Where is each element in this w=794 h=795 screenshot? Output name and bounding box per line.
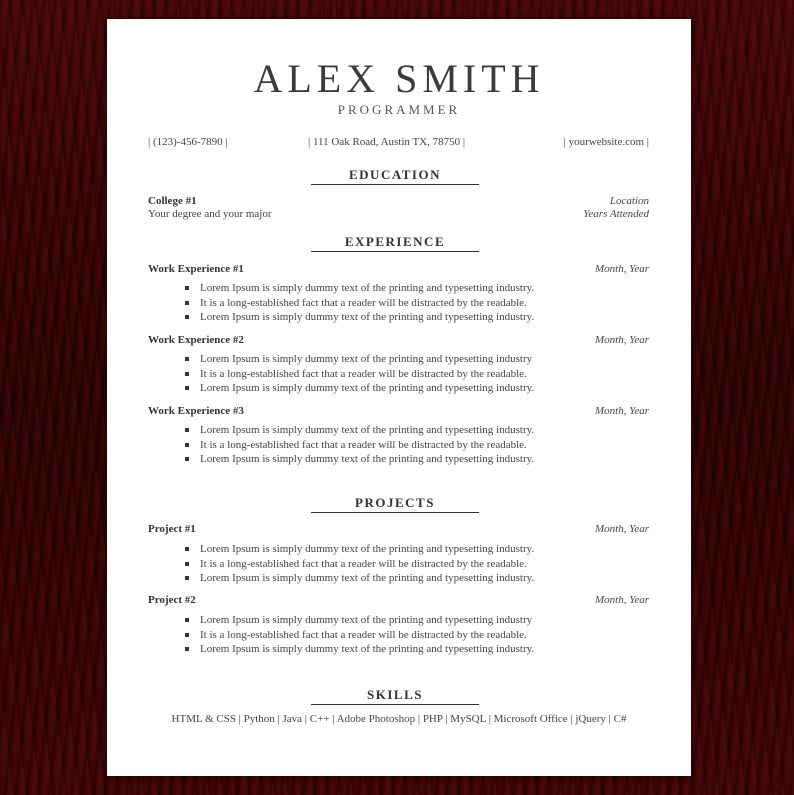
bullet-item: Lorem Ipsum is simply dummy text of the printing and typesetting industry. — [185, 381, 585, 396]
contact-website: | yourwebsite.com | — [563, 136, 649, 148]
years-attended: Years Attended — [583, 208, 649, 220]
experience-name: Work Experience #1 — [148, 263, 244, 275]
bullet-item: It is a long-established fact that a reader will be distracted by the readable. — [185, 628, 585, 643]
bullet-item: Lorem Ipsum is simply dummy text of the printing and typesetting industry. — [185, 281, 585, 296]
candidate-role: PROGRAMMER — [337, 102, 461, 117]
education-degree-row — [148, 207, 649, 221]
project-header — [148, 593, 649, 607]
project-name: Project #1 — [148, 523, 196, 535]
project-name: Project #2 — [148, 594, 196, 606]
experience-bullets — [185, 423, 585, 467]
bullet-item: Lorem Ipsum is simply dummy text of the printing and typesetting industry. — [185, 571, 585, 586]
experience-bullets — [185, 352, 585, 396]
school-name: College #1 — [148, 195, 197, 207]
bullet-item: It is a long-established fact that a reader will be distracted by the readable. — [185, 296, 585, 311]
skills-list: HTML & CSS | Python | Java | C++ | Adobe Photoshop | PHP | MySQL | Microsoft Office | jQuery | C# — [171, 713, 627, 725]
project-date: Month, Year — [595, 523, 649, 535]
resume-page — [107, 19, 691, 776]
experience-header — [148, 404, 649, 418]
contact-phone: | (123)-456-7890 | — [148, 136, 228, 148]
bullet-item: It is a long-established fact that a reader will be distracted by the readable. — [185, 557, 585, 572]
degree: Your degree and your major — [148, 208, 272, 220]
candidate-name: ALEX SMITH — [253, 56, 545, 101]
experience-bullets — [185, 281, 585, 325]
experience-header — [148, 262, 649, 276]
bullet-item: Lorem Ipsum is simply dummy text of the printing and typesetting industry — [185, 352, 585, 367]
experience-date: Month, Year — [595, 405, 649, 417]
project-date: Month, Year — [595, 594, 649, 606]
contact-address: | 111 Oak Road, Austin TX, 78750 | — [308, 136, 466, 148]
bullet-item: Lorem Ipsum is simply dummy text of the printing and typesetting industry. — [185, 310, 585, 325]
education-row — [148, 194, 649, 208]
bullet-item: Lorem Ipsum is simply dummy text of the printing and typesetting industry. — [185, 642, 585, 657]
project-header — [148, 522, 649, 536]
bullet-item: Lorem Ipsum is simply dummy text of the printing and typesetting industry — [185, 613, 585, 628]
experience-name: Work Experience #2 — [148, 334, 244, 346]
bullet-item: It is a long-established fact that a reader will be distracted by the readable. — [185, 438, 585, 453]
project-bullets — [185, 613, 585, 657]
experience-name: Work Experience #3 — [148, 405, 244, 417]
section-title-education: EDUCATION — [311, 167, 479, 185]
section-title-skills: SKILLS — [311, 687, 479, 705]
bullet-item: Lorem Ipsum is simply dummy text of the printing and typesetting industry. — [185, 542, 585, 557]
section-title-projects: PROJECTS — [311, 495, 479, 513]
experience-header — [148, 333, 649, 347]
project-bullets — [185, 542, 585, 586]
bullet-item: Lorem Ipsum is simply dummy text of the printing and typesetting industry. — [185, 452, 585, 467]
bullet-item: Lorem Ipsum is simply dummy text of the printing and typesetting industry. — [185, 423, 585, 438]
school-location: Location — [609, 195, 649, 207]
experience-date: Month, Year — [595, 263, 649, 275]
bullet-item: It is a long-established fact that a reader will be distracted by the readable. — [185, 367, 585, 382]
section-title-experience: EXPERIENCE — [311, 234, 479, 252]
experience-date: Month, Year — [595, 334, 649, 346]
